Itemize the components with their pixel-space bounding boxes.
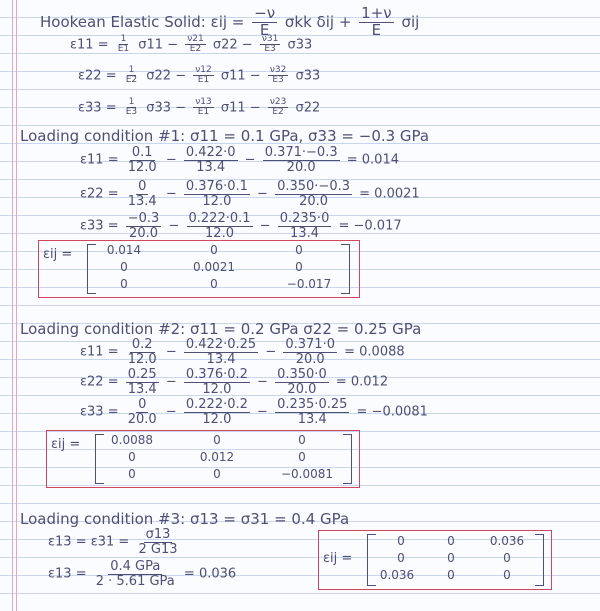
matrix-cell: 0.0021 — [193, 260, 235, 274]
cond3-e13-value: ε13 = $\frac{\text{0.4 GPa}}{\text{2 · 5.61 GPa}}$ = 0.036 — [48, 559, 237, 589]
cond2-e22: ε22 = $\frac{0.25}{13.4}$ − $\frac{0.376\cdot 0.2}{12.0}$ − $\frac{0.350\cdot 0}{20.0}$ = 0.012 — [80, 367, 389, 397]
matrix-cell: 0 — [503, 551, 511, 565]
condition-3-title: Loading condition #3: σ13 = σ31 = 0.4 GPa — [20, 510, 350, 528]
page-title: Hookean Elastic Solid: — [40, 12, 206, 31]
matrix-cell: 0 — [503, 568, 511, 582]
equation-e22-general: ε22 = $\frac{1}{E2}$ σ22 − $\frac{\nu 12}{E1}$ σ11 − $\frac{\nu 32}{E3}$ σ33 — [78, 65, 321, 86]
cond1-strain-matrix — [38, 240, 360, 298]
cond1-e33: ε33 = $\frac{-0.3}{20.0}$ − $\frac{0.222\cdot 0.1}{12.0}$ − $\frac{0.235\cdot 0}{13.4}$ = −0.017 — [80, 211, 402, 241]
matrix-cell: 0.036 — [379, 568, 415, 582]
matrix-cell: 0.014 — [106, 243, 142, 257]
matrix-cell: 0 — [295, 243, 303, 257]
cond1-e11: ε11 = $\frac{0.1}{12.0}$ − $\frac{0.422\cdot 0}{13.4}$ − $\frac{0.371\cdot-0.3}{20.0}$ = 0.014 — [80, 145, 399, 175]
matrix-cell: 0.0088 — [111, 433, 153, 447]
matrix-label: εij = — [51, 437, 81, 452]
law-line: Hookean Elastic Solid: εij = $\frac{-\nu}{E}$ σkk δij + $\frac{1+\nu}{E}$ σij — [40, 4, 420, 39]
matrix-cell: 0 — [213, 433, 221, 447]
matrix-cell: 0.036 — [489, 534, 525, 548]
matrix-cell: 0 — [120, 277, 128, 291]
matrix-cell: 0 — [210, 243, 218, 257]
matrix-cell: 0 — [447, 534, 455, 548]
matrix-cell: 0.012 — [199, 450, 235, 464]
cond2-e33: ε33 = $\frac{0}{20.0}$ − $\frac{0.222\cdot 0.2}{12.0}$ − $\frac{0.235\cdot 0.25}{13.4}$ = −0.0081 — [80, 397, 428, 427]
equation-e33-general: ε33 = $\frac{1}{E3}$ σ33 − $\frac{\nu 13}{E1}$ σ11 − $\frac{\nu 23}{E2}$ σ22 — [78, 97, 321, 118]
matrix-cell: −0.0081 — [280, 467, 334, 481]
condition-2-title: Loading condition #2: σ11 = 0.2 GPa σ22 = 0.25 GPa — [20, 320, 422, 338]
equation-e11-general: ε11 = $\frac{1}{E1}$ σ11 − $\frac{\nu 21}{E2}$ σ22 − $\frac{\nu 31}{E3}$ σ33 — [70, 34, 313, 55]
matrix-cell: 0 — [397, 551, 405, 565]
margin-line — [16, 0, 17, 611]
matrix-cell: 0 — [397, 534, 405, 548]
matrix-cell: 0 — [128, 467, 136, 481]
matrix-cell: 0 — [298, 433, 306, 447]
condition-1-title: Loading condition #1: σ11 = 0.1 GPa, σ33 = −0.3 GPa — [20, 127, 430, 145]
margin-line — [12, 0, 13, 611]
cond3-e13-definition: ε13 = ε31 = $\frac{\sigma 13}{2 G13}$ — [48, 527, 178, 557]
matrix-cell: 0 — [120, 260, 128, 274]
matrix-cell: 0 — [210, 277, 218, 291]
matrix-cell: 0 — [447, 568, 455, 582]
matrix-cell: 0 — [298, 450, 306, 464]
matrix-label: εij = — [323, 551, 353, 566]
matrix-cell: −0.017 — [286, 277, 332, 291]
cond2-strain-matrix — [46, 430, 360, 488]
cond1-e22: ε22 = $\frac{0}{13.4}$ − $\frac{0.376\cdot 0.1}{12.0}$ − $\frac{0.350\cdot-0.3}{20.0}$ = 0.0021 — [80, 179, 420, 209]
matrix-label: εij = — [43, 247, 73, 262]
cond3-strain-matrix — [318, 530, 552, 590]
matrix-cell: 0 — [447, 551, 455, 565]
matrix-cell: 0 — [295, 260, 303, 274]
matrix-cell: 0 — [213, 467, 221, 481]
matrix-cell: 0 — [128, 450, 136, 464]
cond2-e11: ε11 = $\frac{0.2}{12.0}$ − $\frac{0.422\cdot 0.25}{13.4}$ − $\frac{0.371\cdot 0}{20.0}$ = 0.0088 — [80, 337, 405, 367]
